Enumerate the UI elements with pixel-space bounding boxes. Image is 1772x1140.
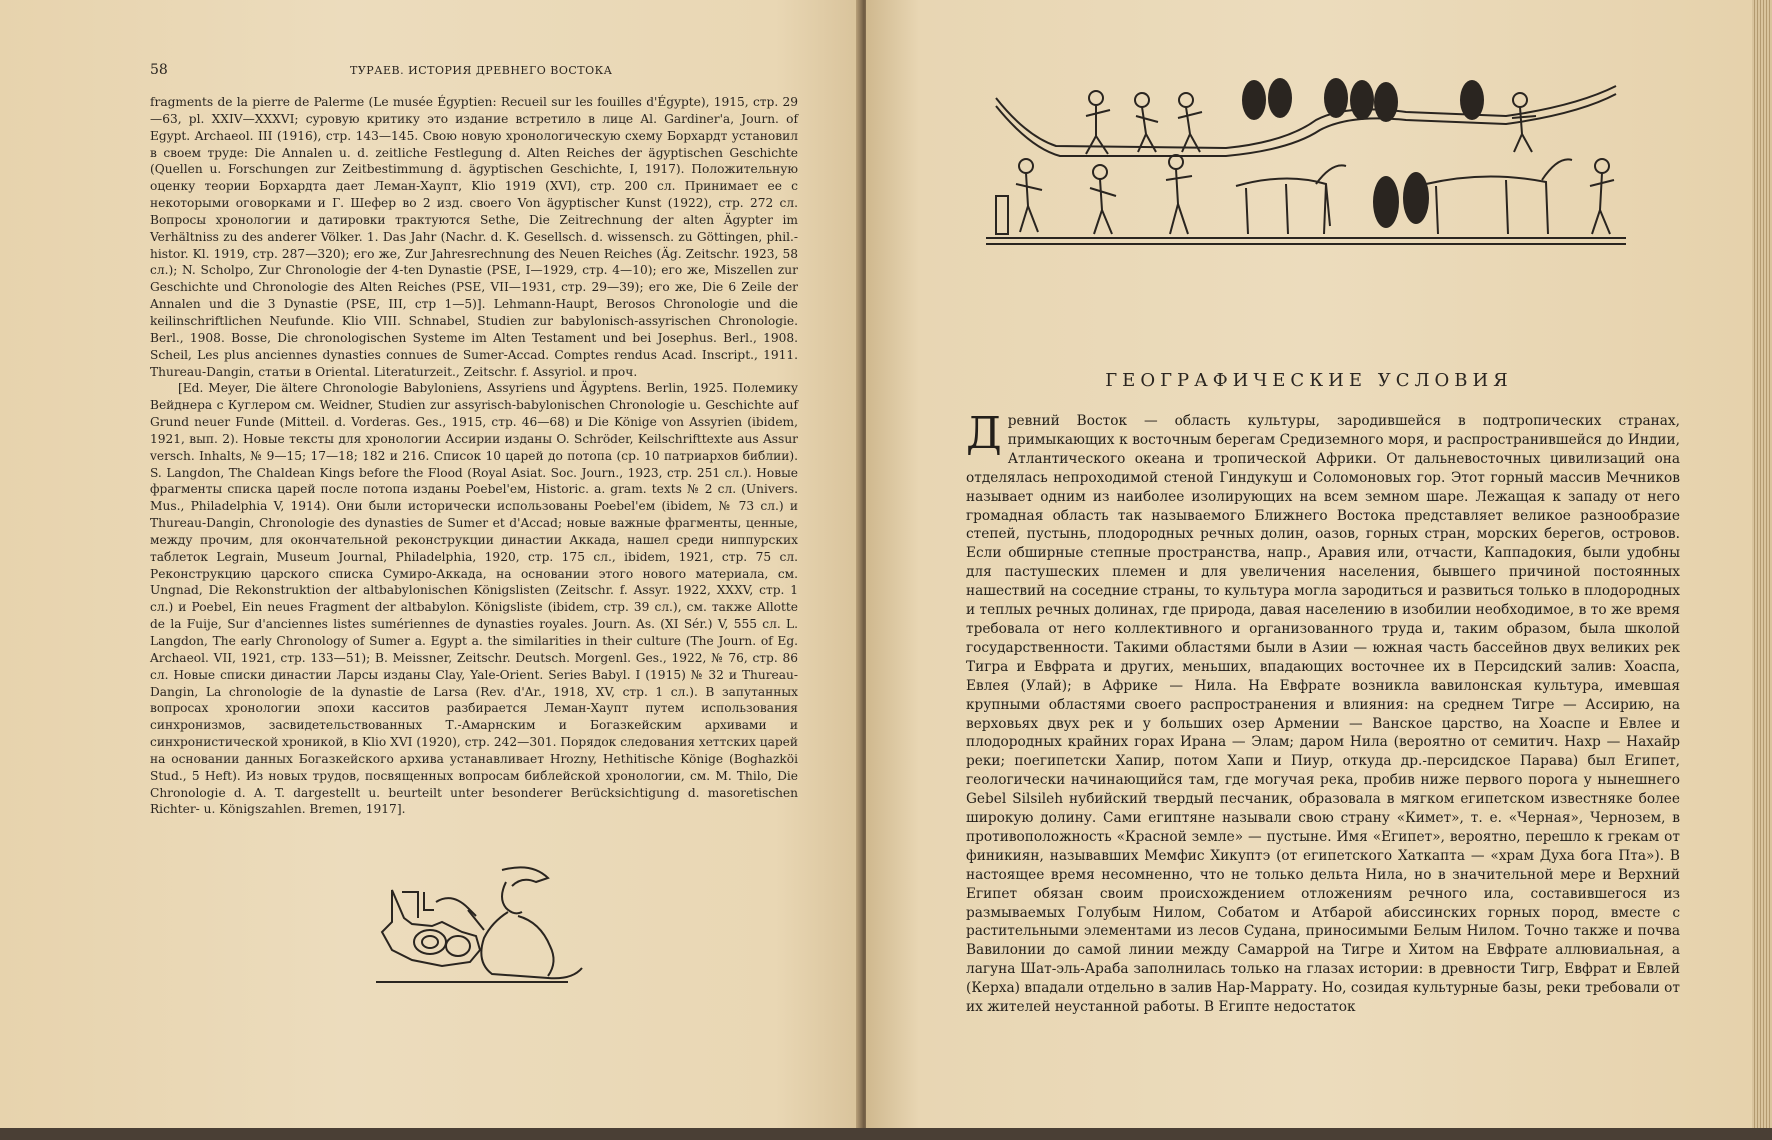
seated-scribe-figure [372, 862, 588, 998]
running-title: ТУРАЕВ. ИСТОРИЯ ДРЕВНЕГО ВОСТОКА [350, 64, 613, 77]
bibliography-text [150, 94, 798, 818]
page-number: 58 [150, 62, 168, 78]
chapter-heading: ГЕОГРАФИЧЕСКИЕ УСЛОВИЯ [1105, 370, 1513, 391]
chapter-body [966, 408, 1680, 1017]
chapter-body-text: ревний Восток — область культуры, зародившейся в подтропических странах, примыкающих к восточным берегам Средиземного моря, и распространившейся до Индии, Атлантического океана и тропической Африки. От дальневосточных цивилизаций она отделялась непроходимой стеной Гиндукуш и Соломоновых гор. Этот горный массив Мечников называет одним из наиболее изолирующих на всем земном шаре. Лежащая к западу от него громадная область так называемого Ближнего Востока представляет великое разнообразие степей, пустынь, плодородных речных долин, оазов, горных стран, морских берегов, островов. Если обширные степные пространства, напр., Аравия или, отчасти, Каппадокия, были удобны для пастушеских племен и для увеличения населения, бывшего причиной постоянных нашествий на соседние страны, то культура могла зародиться и развиться только в плодородных и теплых речных долинах, где природа, давая населению в изобилии необходимое, в то же время требовала от него коллективного и организованного труда и, таким образом, была школой государственности. Такими областями были в Азии — южная часть бассейнов двух великих рек Тигра и Евфрата и других, меньших, впадающих восточнее их в Персидский залив: Хоаспа, Евлея (Улай); в Африке — Нила. На Евфрате возникла вавилонская культура, имевшая крупными областями своего распространения и влияния: на среднем Тигре — Ассирию, на верховьях двух рек и у больших озер Армении — Ванское царство, на Хоаспе и Евлее и плодородных крайних горах Ирана — Элам; даром Нила (вероятно от семитич. Нахр — Нахайр реки; поегипетски Хапир, потом Хапи и Пиур, откуда др.-персидское Парава) был Египет, геологически начинающийся там, где могучая река, пробив ниже первого порога у нынешнего Gebel Silsileh нубийский твердый песчаник, образовала в мягком египетском известняке более широкую долину. Сами египтяне называли свою страну «Кимет», т. е. «Черная», Чернозем, в противоположность «Красной земле» — пустыне. Имя «Египет», вероятно, перешло к грекам от финикиян, называвших Мемфис Хикуптэ (от египетского Хаткапта — «храм Духа бога Пта»). В настоящее время несомненно, что не только дельта Нила, но в значительной мере и Верхний Египет обязан своим происхождением отложениям речного ила, составившегося из размываемых Голубым Нилом, Собатом и Атбарой абиссинских горных пород, вместе с растительными элементами из лесов Судана, приносимыми Белым Нилом. Точно также и почва Вавилонии до самой линии между Самаррой на Тигре и Хитом на Евфрате аллювиальная, а лагуна Шат-эль-Араба заполнилась только на глазах истории: в древности Тигр, Евфрат и Евлей (Керха) впадали отдельно в залив Нар-Маррату. Но, созидая культурные базы, реки требовали от их жителей неустанной работы. В Египте недостаток [966, 413, 1680, 1016]
page-edges [1752, 0, 1772, 1140]
drop-cap: Д [966, 408, 1002, 459]
bibliography-paragraph-1: fragments de la pierre de Palerme (Le musée Égyptien: Recueil sur les fouilles d'Égypte), 1915, стр. 29—63, pl. XXIV—XXXVI; суровую критику это издание встретило в лице Al. Gardiner'a, Journ. of Egypt. Archaeol. III (1916), стр. 143—145. Свою новую хронологическую схему Борхардт установил в своем труде: Die Annalen u. d. zeitliche Festlegung d. Alten Reiches der ägyptischen Geschichte (Quellen u. Forschungen zur Zeitbestimmung d. ägyptischen Geschichte, I, 1917). Положительную оценку теории Борхардта дает Леман-Хаупт, Klio 1919 (XVI), стр. 200 сл. Принимает ее с некоторыми оговорками и Г. Шефер во 2 изд. своего Von ägyptischer Kunst (1922), стр. 272 сл. Вопросы хронологии и датировки трактуются Sethe, Die Zeitrechnung der alten Ägypter im Verhältniss zu des anderer Völker. 1. Das Jahr (Nachr. d. K. Gesellsch. d. wissensch. zu Göttingen, phil.-histor. Kl. 1919, стр. 287—320); его же, Zur Jahresrechnung des Neuen Reiches (Äg. Zeitschr. 1923, 58 сл.); N. Scholpo, Zur Chronologie der 4-ten Dynastie (PSE, I—1929, стр. 4—10); его же, Miszellen zur Geschichte und Chronologie des Alten Reiches (PSE, VII—1931, стр. 29—39); его же, Die 6 Zeile der Annalen und die 3 Dynastie (PSE, III, стр 1—5)]. Lehmann-Haupt, Berosos Chronologie und die keilinschriftlichen Neufunde. Klio VIII. Schnabel, Studien zur babylonisch-assyrischen Chronologie. Berl., 1908. Bosse, Die chronologischen Systeme im Alten Testament und bei Josephus. Berl., 1908. Scheil, Les plus anciennes dynasties connues de Sumer-Accad. Comptes rendus Acad. Inscript., 1911. Thureau-Dangin, статьи в Oriental. Literaturzeit., Zeitschr. f. Assyriol. и проч. [150, 95, 798, 379]
egyptian-agricultural-relief [986, 76, 1626, 248]
table-surface [0, 1128, 1772, 1140]
right-page [866, 0, 1752, 1140]
bibliography-paragraph-2: [Ed. Meyer, Die ältere Chronologie Babyloniens, Assyriens und Ägyptens. Berlin, 1925. Полемику Вейднера с Куглером см. Weidner, Studien zur assyrisch-babylonischen Chronologie u. Geschichte auf Grund neuer Funde (Mitteil. d. Vorderas. Ges., 1915, стр. 46—68) и Die Könige von Assyrien (ibidem, 1921, вып. 2). Новые тексты для хронологии Ассирии изданы O. Schröder, Keilschrifttexte aus Assur versch. Inhalts, № 9—15; 17—18; 182 и 216. Список 10 царей до потопа (ср. 10 патриархов библии). S. Langdon, The Chaldean Kings before the Flood (Royal Asiat. Soc. Journ., 1923, стр. 251 сл.). Новые фрагменты списка царей после потопа изданы Poebel'ем, Historic. a. gram. texts № 2 сл. (Univers. Mus., Philadelphia V, 1914). Они были исторически использованы Poebel'ем (ibidem, № 73 сл.) и Thureau-Dangin, Chronologie des dynasties de Sumer et d'Accad; новые важные фрагменты, ценные, между прочим, для окончательной реконструкции династии Аккада, нашел среди ниппурских таблеток Legrain, Museum Journal, Philadelphia, 1920, стр. 175 сл., ibidem, 1921, стр. 75 сл. Реконструкцию царского списка Сумиро-Аккада, на основании этого нового материала, см. Ungnad, Die Rekonstruktion der altbabylonischen Königslisten (Zeitschr. f. Assyr. 1922, XXXV, стр. 1 сл.) и Poebel, Ein neues Fragment der altbabylon. Königsliste (ibidem, стр. 39 сл.), см. также Allotte de la Fuije, Sur d'anciennes listes sumériennes de dynasties royales. Journ. As. (XI Sér.) V, 555 сл. L. Langdon, The early Chronology of Sumer a. Egypt a. the similarities in their culture (The Journ. of Eg. Archaeol. VII, 1921, стр. 133—51); B. Meissner, Zeitschr. Deutsch. Morgenl. Ges., 1922, № 76, стр. 86 сл. Новые списки династии Ларсы изданы Clay, Yale-Orient. Series Babyl. I (1915) № 32 и Thureau-Dangin, La chronologie de la dynastie de Larsa (Rev. d'Ar., 1918, XV, стр. 1 сл.). В запутанных вопросах хронологии эпохи касситов разбирается Леман-Хаупт путем использования синхронизмов, засвидетельствованных Т.-Амарнским и Богазкейским архивами и синхронистической хроникой, в Klio XVI (1920), стр. 242—301. Порядок следования хеттских царей на основании данных Богазкейского архива устанавливает Hrozny, Hethitische Könige (Boghazköi Stud., 5 Heft). Из новых трудов, посвященных вопросам библейской хронологии, см. M. Thilo, Die Chronologie d. A. T. dargestellt u. beurteilt unter besonderer Berücksichtigung d. masoretischen Richter- u. Königszahlen. Bremen, 1917]. [150, 381, 798, 817]
left-page [0, 0, 862, 1140]
